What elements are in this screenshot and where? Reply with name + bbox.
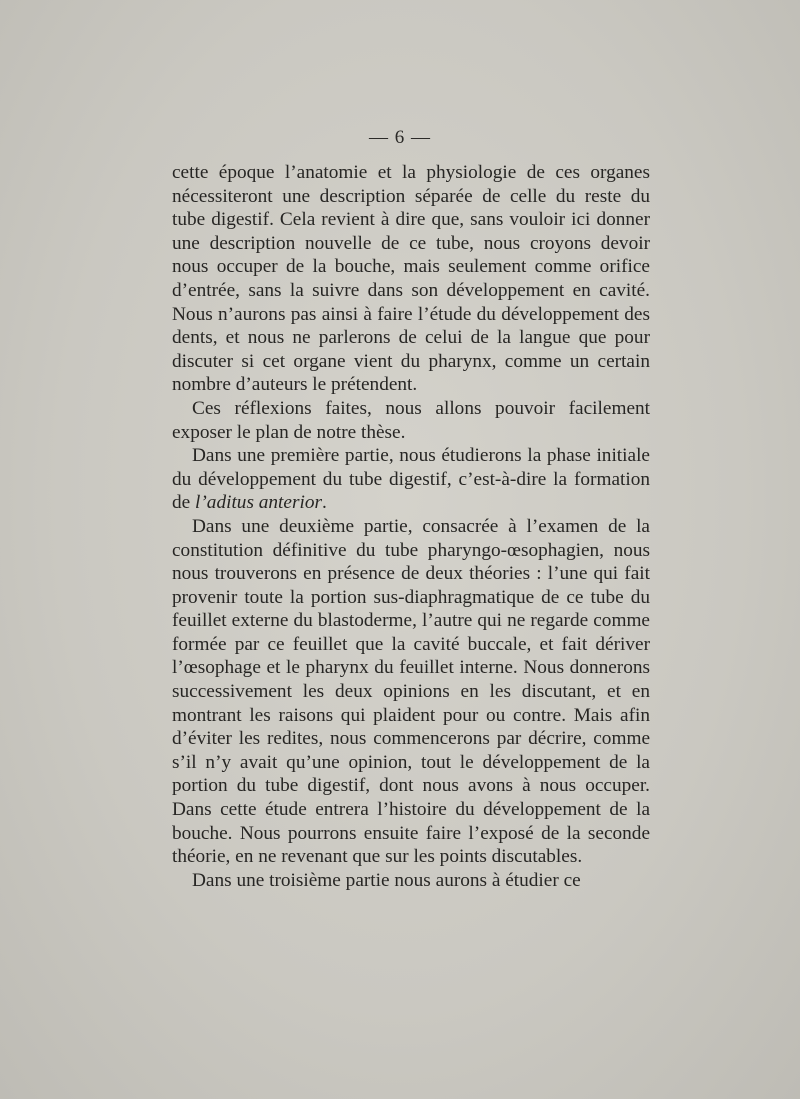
paragraph-1: cette époque l’anatomie et la physiologie de ces organes nécessiteront une description séparée de celle du reste du tube digestif. Cela revient à dire que, sans vouloir ici donner une description nouvelle de ce tube, nous croyons devoir nous occuper de la bouche, mais seulement comme orifice d’entrée, sans la suivre dans son développement en cavité. Nous n’aurons pas ainsi à faire l’étude du développement des dents, et nous ne parlerons de celui de la langue que pour discuter si cet organe vient du pharynx, comme un certain nombre d’auteurs le prétendent. [172, 162, 650, 396]
paragraph-3-italic: l’aditus anterior [195, 492, 322, 514]
paragraph-5: Dans une troisième partie nous aurons à étudier ce [192, 869, 581, 891]
paragraph-3-after: . [321, 492, 327, 514]
paragraph-4: Dans une deuxième partie, consacrée à l’examen de la constitution définitive du tube pharyngo-œsophagien, nous nous trouverons en présence de deux théories : l’une qui fait provenir toute la portion sus-diaphragmatique de ce tube du feuillet externe du blastoderme, l’autre qui ne regarde comme formée par ce feuillet que la cavité buccale, et fait dériver l’œsophage et le pharynx du feuillet interne. Nous donnerons successivement les deux opinions en les discutant, et en montrant les raisons qui plaident pour ou contre. Mais afin d’éviter les redites, nous commencerons par décrire, comme s’il n’y avait qu’une opinion, tout le développement de la portion du tube digestif, dont nous avons à nous occuper. Dans cette étude entrera l’histoire du développement de la bouche. Nous pourrons ensuite faire l’exposé de la seconde théorie, en ne revenant que sur les points discutables. [172, 515, 650, 868]
page-number: — 6 — [369, 127, 431, 148]
paragraph-2: Ces réflexions faites, nous allons pouvoir facilement exposer le plan de notre thèse. [172, 397, 650, 443]
body-text [172, 161, 650, 892]
paragraph-3 [172, 444, 650, 515]
paragraph-3-text: Dans une première partie, nous étudierons la phase initiale du développement du tube digestif, c’est-à-dire la formation de [172, 445, 650, 514]
